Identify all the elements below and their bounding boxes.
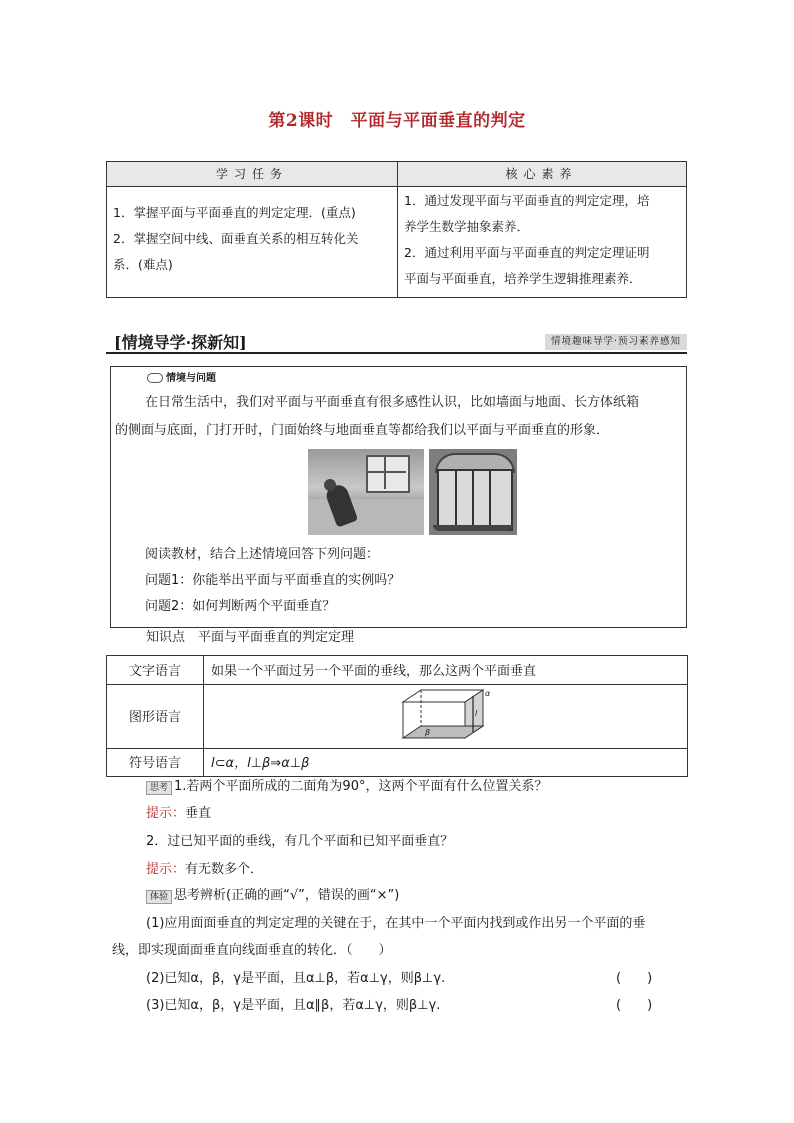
scenario-para: 的侧面与底面，门打开时，门面始终与地面垂直等都给我们以平面与平面垂直的形象． xyxy=(115,423,610,438)
alpha-label: α xyxy=(485,689,491,698)
photo-worker xyxy=(308,449,424,535)
hint-label: 提示： xyxy=(146,862,186,877)
think-question-1: 1.若两个平面所成的二面角为90°，这两个平面有什么位置关系？ xyxy=(174,779,548,794)
section-heading: [情境导学·探新知] xyxy=(114,333,247,352)
literacy-header: 核心素养 xyxy=(397,162,686,187)
task-line: 系．(难点) xyxy=(113,257,173,272)
experience-item-3: (3)已知α，β，γ是平面，且α∥β，若α⊥γ，则β⊥γ. xyxy=(146,998,441,1013)
text-language-label: 文字语言 xyxy=(128,664,181,679)
section-tag: 情境趣味导学·预习素养感知 xyxy=(545,334,687,350)
page-title: 第2课时 平面与平面垂直的判定 xyxy=(268,111,526,131)
literacy-line: 2．通过利用平面与平面垂直的判定定理证明 xyxy=(404,245,650,260)
think-badge: 思考 xyxy=(146,781,172,795)
experience-intro: 思考辨析(正确的画“√”，错误的画“×”) xyxy=(174,888,400,903)
symbol-language-value: l⊂α，l⊥β⇒α⊥β xyxy=(211,756,310,771)
beta-label: β xyxy=(425,728,431,737)
scenario-read: 阅读教材，结合上述情境回答下列问题： xyxy=(145,547,380,562)
scenario-para: 在日常生活中，我们对平面与平面垂直有很多感性认识，比如墙面与地面、长方体纸箱 xyxy=(145,395,640,410)
photo-revolving-door xyxy=(429,449,517,535)
section-banner xyxy=(106,330,687,352)
experience-badge: 体验 xyxy=(146,890,172,904)
knowledge-title: 知识点 平面与平面垂直的判定定理 xyxy=(146,630,355,645)
scenario-question-2: 问题2：如何判断两个平面垂直？ xyxy=(145,599,336,614)
answer-bracket[interactable]: ( ) xyxy=(616,971,653,986)
experience-item-1-cont: 线，即实现面面垂直向线面垂直的转化．（ ） xyxy=(112,943,392,958)
experience-item-2: (2)已知α，β，γ是平面，且α⊥β，若α⊥γ，则β⊥γ. xyxy=(146,971,446,986)
figure-language-label: 图形语言 xyxy=(128,710,181,725)
task-line: 1．掌握平面与平面垂直的判定定理．(重点) xyxy=(113,205,356,220)
experience-item-1: (1)应用面面垂直的判定定理的关键在于，在其中一个平面内找到或作出另一个平面的垂 xyxy=(146,916,646,931)
scenario-box xyxy=(110,366,687,628)
literacy-line: 平面与平面垂直，培养学生逻辑推理素养． xyxy=(404,271,642,286)
experience-intro-row xyxy=(146,886,399,906)
knowledge-table xyxy=(106,655,688,777)
think-question-2: 2．过已知平面的垂线，有几个平面和已知平面垂直？ xyxy=(146,834,454,849)
literacy-line: 1．通过发现平面与平面垂直的判定定理，培 xyxy=(404,193,650,208)
think-answer-1-row xyxy=(146,804,211,824)
scenario-label-row xyxy=(147,369,216,389)
hint-label: 提示： xyxy=(146,806,186,821)
think-answer-2-row xyxy=(146,860,263,880)
text-language-value: 如果一个平面过另一个平面的垂线，那么这两个平面垂直 xyxy=(211,664,537,679)
plane-figure xyxy=(399,686,499,746)
literacy-line: 养学生数学抽象素养． xyxy=(404,219,530,234)
think-question-1-row xyxy=(146,777,547,797)
task-table xyxy=(106,161,687,298)
think-answer-1: 垂直 xyxy=(185,806,212,821)
task-line: 2．掌握空间中线、面垂直关系的相互转化关 xyxy=(113,231,359,246)
scenario-label: 情境与问题 xyxy=(166,373,216,384)
scenario-icon xyxy=(147,373,163,383)
scenario-question-1: 问题1：你能举出平面与平面垂直的实例吗？ xyxy=(145,573,401,588)
symbol-language-label: 符号语言 xyxy=(128,756,181,771)
answer-bracket[interactable]: ( ) xyxy=(616,998,653,1013)
l-label: l xyxy=(475,709,478,718)
think-answer-2: 有无数多个． xyxy=(185,862,264,877)
task-header: 学习任务 xyxy=(107,162,397,187)
plane-beta xyxy=(403,726,483,738)
